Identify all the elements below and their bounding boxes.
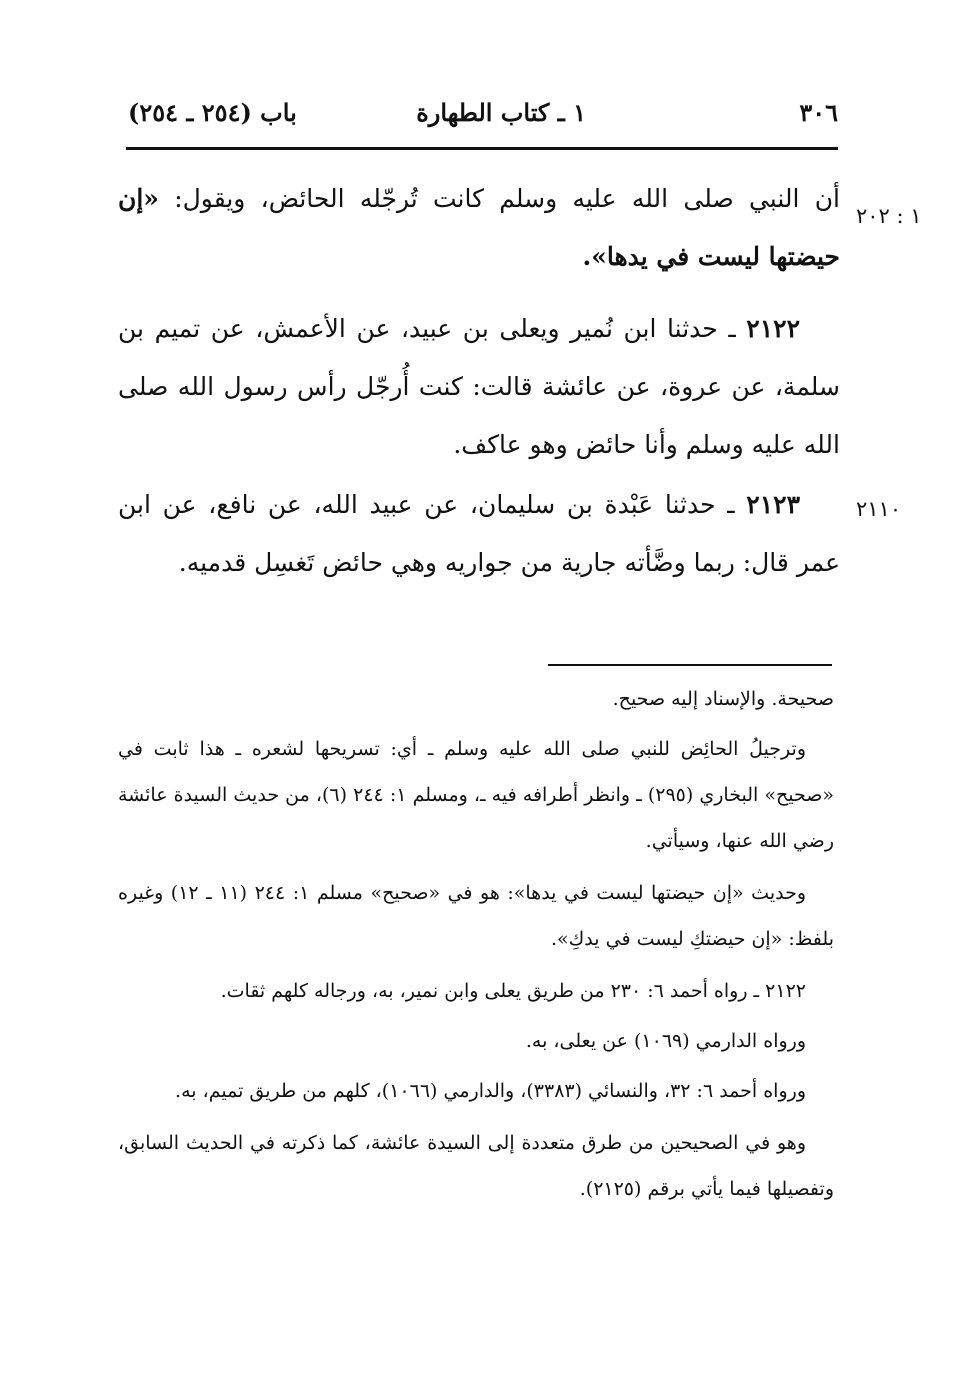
hadith-2123: [118, 476, 840, 592]
footnote-separator: [548, 664, 832, 666]
hadith-number: ٢١٢٣: [746, 490, 800, 519]
footnote: ورواه الدارمي (١٠٦٩) عن يعلى، به.: [525, 1030, 806, 1052]
page-number: ٣٠٦: [799, 98, 838, 127]
header-rule: [126, 147, 838, 150]
book-title: ١ ـ كتاب الطهارة: [416, 98, 586, 127]
margin-reference: ٢١١٠: [856, 497, 902, 521]
continuation-text: أن النبي صلى الله عليه وسلم كانت تُرجّله الحائض، ويقول:: [158, 184, 840, 213]
hadith-text: ـ حدثنا ابن نُمير ويعلى بن عبيد، عن الأعمش، عن تميم بن سلمة، عن عروة، عن عائشة قالت: كنت أُرجّل رأس رسول الله صلى الله عليه وسلم وأنا حائض وهو عاكف.: [118, 314, 840, 459]
footnote: صحيحة. والإسناد إليه صحيح.: [612, 688, 834, 710]
footnote: وهو في الصحيحين من طرق متعددة إلى السيدة عائشة، كما ذكرته في الحديث السابق، وتفصيلها فيما يأتي برقم (٢١٢٥).: [118, 1132, 834, 1200]
footnotes: [118, 676, 834, 1212]
hadith-text: ـ حدثنا عَبْدة بن سليمان، عن عبيد الله، عن نافع، عن ابن عمر قال: ربما وضَّأته جارية من جواريه وهي حائض تَغسِل قدميه.: [118, 490, 840, 577]
hadith-number: ٢١٢٢: [746, 314, 800, 343]
chapter-range: باب (٢٥٤ ـ ٢٥٤): [128, 98, 297, 127]
footnote: وترجيلُ الحائِض للنبي صلى الله عليه وسلم ـ أي: تسريحها لشعره ـ هذا ثابت في «صحيح» البخاري (٢٩٥) ـ وانظر أطرافه فيه ـ، ومسلم ١: ٢٤٤ (٦)، من حديث السيدة عائشة رضي الله عنها، وسيأتي.: [118, 738, 834, 852]
footnote: ٢١٢٢ ـ رواه أحمد ٦: ٢٣٠ من طريق يعلى وابن نمير، به، ورجاله كلهم ثقات.: [220, 980, 806, 1002]
margin-reference: ١ : ٢٠٢: [856, 204, 922, 228]
continuation-quote: «إن حيضتها ليست في يدها».: [118, 184, 840, 271]
footnote: وحديث «إن حيضتها ليست في يدها»: هو في «صحيح» مسلم ١: ٢٤٤ (١١ ـ ١٢) وغيره بلفظ: «إن حيضتكِ ليست في يدكِ».: [118, 882, 834, 950]
hadith-2122: [118, 300, 840, 474]
footnote: ورواه أحمد ٦: ٣٢، والنسائي (٣٣٨٣)، والدارمي (١٠٦٦)، كلهم من طريق تميم، به.: [175, 1080, 806, 1102]
hadith-continuation: [118, 170, 840, 286]
